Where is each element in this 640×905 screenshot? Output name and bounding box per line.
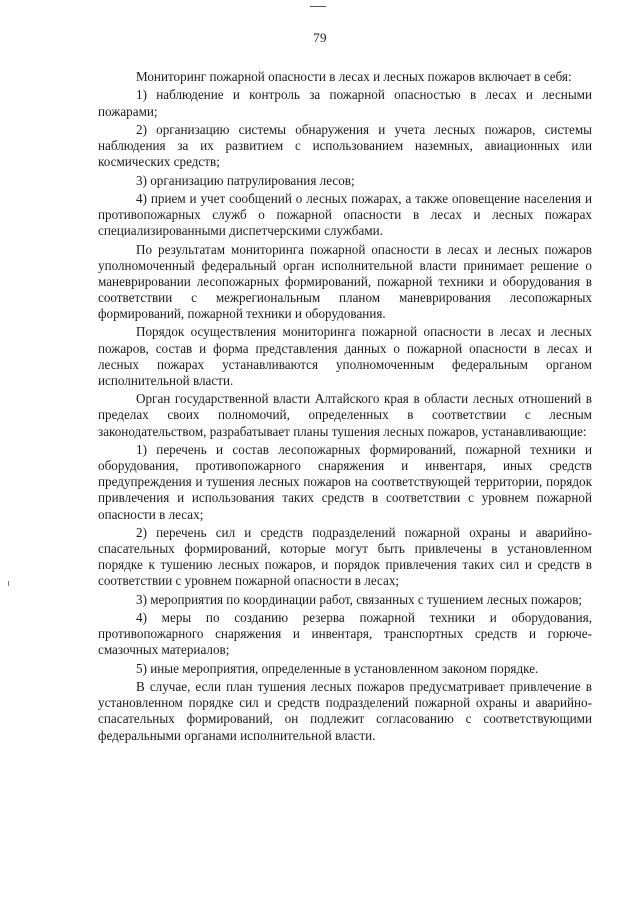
page-number: 79 bbox=[313, 30, 327, 45]
list-item: 1) перечень и состав лесопожарных формирований, пожарной техники и оборудования, противопожарного снаряжения и инвентаря, иных средств предупреждения и тушения лесных пожаров на соответствующей территории, порядок привлечения и использования таких средств в соответствии с уровнем пожарной опасности в лесах; bbox=[98, 441, 592, 522]
paragraph: По результатам мониторинга пожарной опасности в лесах и лесных пожаров уполномоченный федеральный орган исполнительной власти принимает решение о маневрировании лесопожарных формирований, пожарной техники и оборудования в соответствии с межрегиональным планом маневрирования лесопожарных формирований, пожарной техники и оборудования. bbox=[98, 241, 592, 322]
list-item: 2) организацию системы обнаружения и учета лесных пожаров, системы наблюдения за их развитием с использованием наземных, авиационных или космических средств; bbox=[98, 121, 592, 170]
scan-mark bbox=[8, 581, 9, 586]
list-item: 3) организацию патрулирования лесов; bbox=[136, 172, 355, 188]
list-item: 3) мероприятия по координации работ, связанных с тушением лесных пожаров; bbox=[136, 591, 583, 607]
list-item: 4) прием и учет сообщений о лесных пожарах, а также оповещение населения и противопожарных служб о пожарной опасности в лесах и лесных пожарах специализированными диспетчерскими службами. bbox=[98, 190, 592, 239]
list-item: 2) перечень сил и средств подразделений пожарной охраны и аварийно-спасательных формирований, которые могут быть привлечены в установленном порядке к тушению лесных пожаров, и порядок привлечения таких сил и средств в соответствии с уровнем пожарной опасности в лесах; bbox=[98, 524, 592, 589]
list-item: 5) иные мероприятия, определенные в установленном законом порядке. bbox=[136, 660, 539, 676]
paragraph: Орган государственной власти Алтайского края в области лесных отношений в пределах своих полномочий, определенных в соответствии с лесным законодательством, разрабатывает планы тушения лесных пожаров, устанавливающие: bbox=[98, 391, 592, 439]
paragraph: В случае, если план тушения лесных пожаров предусматривает привлечение в установленном порядке сил и средств подразделений пожарной охраны и аварийно-спасательных формирований, он подлежит согласованию с соответствующими федеральными органами исполнительной власти. bbox=[98, 679, 592, 743]
paragraph: Порядок осуществления мониторинга пожарной опасности в лесах и лесных пожаров, состав и форма представления данных о пожарной опасности в лесах и лесных пожарах устанавливаются уполномоченным федеральным органом исполнительной власти. bbox=[98, 324, 592, 388]
scan-mark bbox=[310, 6, 326, 7]
list-item: 4) меры по созданию резерва пожарной техники и оборудования, противопожарного снаряжения и инвентаря, транспортных средств и горюче-смазочных материалов; bbox=[98, 610, 592, 658]
list-item: 1) наблюдение и контроль за пожарной опасностью в лесах и лесными пожарами; bbox=[98, 87, 592, 119]
paragraph-intro: Мониторинг пожарной опасности в лесах и лесных пожаров включает в себя: bbox=[136, 69, 572, 84]
document-body bbox=[98, 69, 592, 744]
